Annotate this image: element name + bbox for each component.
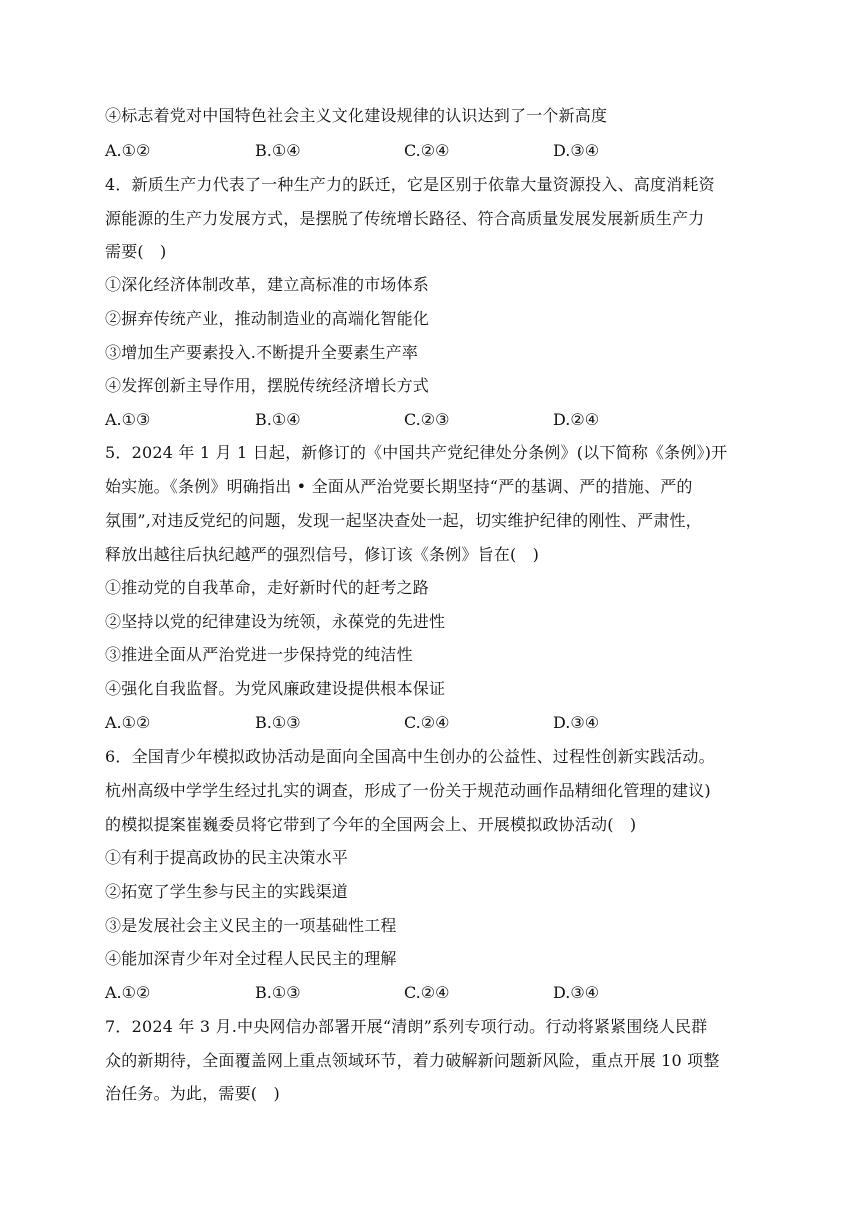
q5-stem-line-4: 释放出越往后执纪越严的强烈信号，修订该《条例》旨在( ) xyxy=(105,545,540,564)
q7-stem-line-3: 治任务。为此，需要( ) xyxy=(105,1084,280,1103)
q6-option-d: D.③④ xyxy=(553,983,600,1002)
q3-option-d: D.③④ xyxy=(553,141,600,160)
q6-statement-3: ③是发展社会主义民主的一项基础性工程 xyxy=(105,916,397,935)
q4-option-c: C.②③ xyxy=(404,410,450,429)
q6-statement-2: ②拓宽了学生参与民主的实践渠道 xyxy=(105,882,349,901)
q5-option-a: A.①② xyxy=(105,713,151,732)
q4-option-d: D.②④ xyxy=(553,410,600,429)
q3-option-a: A.①② xyxy=(105,141,151,160)
q4-stem-line-1: 4．新质生产力代表了一种生产力的跃迁，它是区别于依靠大量资源投入、高度消耗资 xyxy=(105,175,715,194)
q5-statement-2: ②坚持以党的纪律建设为统领，永葆党的先进性 xyxy=(105,612,446,631)
q3-option-c: C.②④ xyxy=(404,141,450,160)
q4-option-b: B.①④ xyxy=(255,410,301,429)
q6-option-b: B.①③ xyxy=(255,983,301,1002)
q5-stem-line-1: 5．2024 年 1 月 1 日起，新修订的《中国共产党纪律处分条例》(以下简称《条例》)开 xyxy=(105,443,728,462)
q4-statement-4: ④发挥创新主导作用，摆脱传统经济增长方式 xyxy=(105,376,430,395)
q5-statement-1: ①推动党的自我革命，走好新时代的赶考之路 xyxy=(105,578,430,597)
q4-stem-line-2: 源能源的生产力发展方式，是摆脱了传统增长路径、符合高质量发展发展新质生产力 xyxy=(105,209,705,228)
q6-stem-line-2: 杭州高级中学学生经过扎实的调查，形成了一份关于规范动画作品精细化管理的建议) xyxy=(105,781,711,800)
q5-option-c: C.②④ xyxy=(404,713,450,732)
q4-option-a: A.①③ xyxy=(105,410,151,429)
q3-statement-4: ④标志着党对中国特色社会主义文化建设规律的认识达到了一个新高度 xyxy=(105,106,608,125)
q5-option-b: B.①③ xyxy=(255,713,301,732)
q4-statement-1: ①深化经济体制改革，建立高标准的市场体系 xyxy=(105,275,430,294)
q5-option-d: D.③④ xyxy=(553,713,600,732)
q4-stem-line-3: 需要( ) xyxy=(105,242,167,261)
q6-option-c: C.②④ xyxy=(404,983,450,1002)
q6-statement-1: ①有利于提高政协的民主决策水平 xyxy=(105,848,349,867)
q5-statement-4: ④强化自我监督。为党风廉政建设提供根本保证 xyxy=(105,679,446,698)
q6-stem-line-3: 的模拟提案崔巍委员将它带到了今年的全国两会上、开展模拟政协活动( ) xyxy=(105,815,637,834)
q6-stem-line-1: 6．全国青少年模拟政协活动是面向全国高中生创办的公益性、过程性创新实践活动。 xyxy=(105,747,715,766)
q4-statement-2: ②摒弃传统产业，推动制造业的高端化智能化 xyxy=(105,309,430,328)
q7-stem-line-2: 众的新期待，全面覆盖网上重点领域环节，着力破解新问题新风险，重点开展 10 项整 xyxy=(105,1051,720,1070)
q5-stem-line-2: 始实施。《条例》明确指出 • 全面从严治党要长期坚持“严的基调、严的措施、严的 xyxy=(105,477,693,496)
q3-option-b: B.①④ xyxy=(255,141,301,160)
q4-statement-3: ③增加生产要素投入.不断提升全要素生产率 xyxy=(105,343,419,362)
q7-stem-line-1: 7．2024 年 3 月.中央网信办部署开展“清朗”系列专项行动。行动将紧紧围绕人民群 xyxy=(105,1017,708,1036)
q6-option-a: A.①② xyxy=(105,983,151,1002)
q6-statement-4: ④能加深青少年对全过程人民民主的理解 xyxy=(105,949,397,968)
q5-statement-3: ③推进全面从严治党进一步保持党的纯洁性 xyxy=(105,645,413,664)
q5-stem-line-3: 氛围”,对违反党纪的问题，发现一起坚决查处一起，切实维护纪律的刚性、严肃性， xyxy=(105,511,702,530)
